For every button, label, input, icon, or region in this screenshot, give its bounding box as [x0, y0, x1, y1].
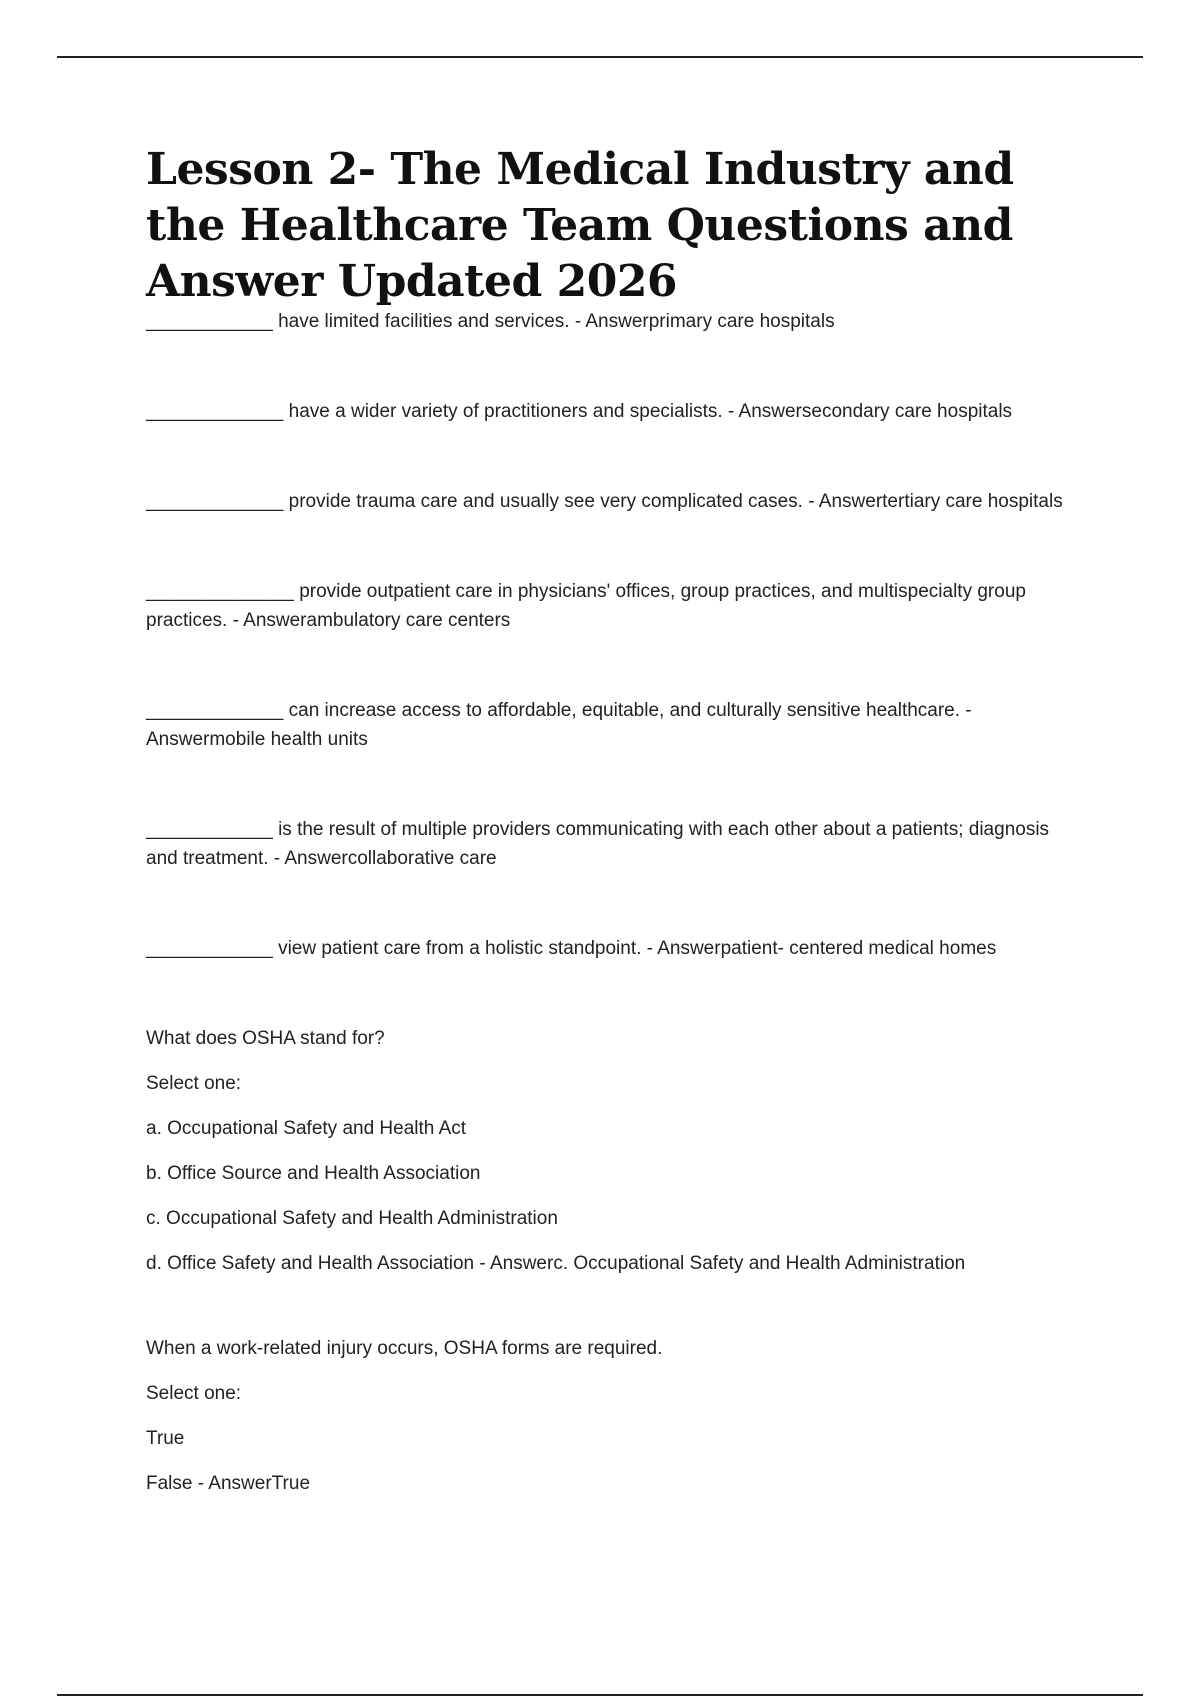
- question-text: When a work-related injury occurs, OSHA forms are required.: [146, 1338, 663, 1359]
- select-prompt: Select one:: [146, 1073, 242, 1094]
- list-item: [146, 934, 1076, 963]
- option-d: d. Office Safety and Health Association - Answerc. Occupational Safety and Health Administration: [146, 1253, 966, 1274]
- option-b: b. Office Source and Health Association: [146, 1163, 481, 1184]
- top-rule: [57, 56, 1143, 58]
- qa-text: ______________ provide outpatient care in physicians' offices, group practices, and multispecialty group practices. - Answerambulatory care centers: [146, 581, 1026, 631]
- option-false: False - AnswerTrue: [146, 1473, 311, 1494]
- list-item: [146, 487, 1076, 516]
- list-item: [146, 577, 1076, 635]
- qa-text: ____________ have limited facilities and services. - Answerprimary care hospitals: [146, 311, 835, 332]
- option-true: True: [146, 1428, 185, 1449]
- list-item: [146, 397, 1076, 426]
- qa-text: _____________ can increase access to affordable, equitable, and culturally sensitive healthcare. - Answermobile health units: [146, 700, 972, 750]
- list-item: [146, 307, 1076, 336]
- option-c: c. Occupational Safety and Health Administration: [146, 1208, 558, 1229]
- document-title: Lesson 2- The Medical Industry and the Healthcare Team Questions and Answer Updated 2026: [146, 144, 1014, 307]
- list-item: [146, 815, 1076, 873]
- bottom-rule: [57, 1694, 1143, 1696]
- qa-text: ____________ is the result of multiple providers communicating with each other about a patients; diagnosis and treatment. - Answercollaborative care: [146, 819, 1050, 869]
- osha-question-block: [146, 1024, 1076, 1278]
- document-body: [146, 142, 1076, 1514]
- qa-text: ____________ view patient care from a holistic standpoint. - Answerpatient- centered medical homes: [146, 938, 997, 959]
- injury-question-block: [146, 1334, 1076, 1498]
- qa-text: _____________ provide trauma care and usually see very complicated cases. - Answertertiary care hospitals: [146, 491, 1063, 512]
- question-text: What does OSHA stand for?: [146, 1028, 385, 1049]
- qa-text: _____________ have a wider variety of practitioners and specialists. - Answersecondary care hospitals: [146, 401, 1013, 422]
- option-a: a. Occupational Safety and Health Act: [146, 1118, 467, 1139]
- list-item: [146, 696, 1076, 754]
- select-prompt: Select one:: [146, 1383, 242, 1404]
- qa-list: [146, 307, 1076, 963]
